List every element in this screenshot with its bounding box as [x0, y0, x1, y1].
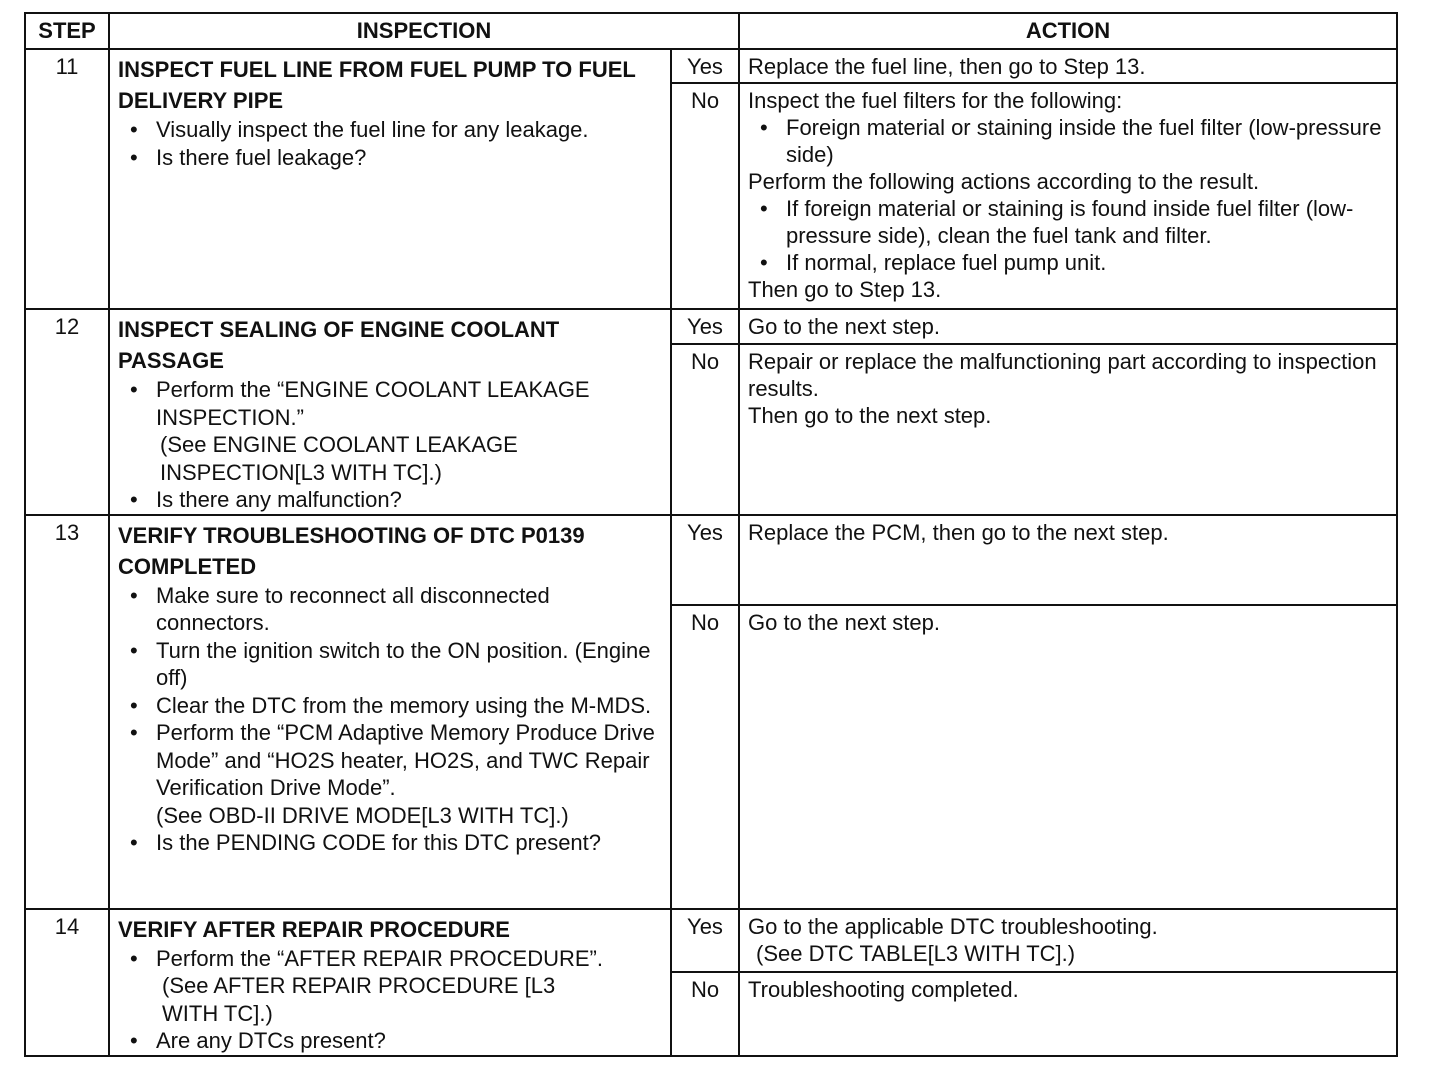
inspection-cell [109, 515, 671, 909]
yes-label: Yes [671, 49, 739, 83]
reference-text: (See AFTER REPAIR PROCEDURE [L3 WITH TC].) [162, 973, 556, 1026]
step-number: 12 [25, 309, 109, 515]
bullet-text: Is there any malfunction? [156, 487, 402, 512]
list-item [748, 249, 1388, 276]
yes-action: Go to the next step. [739, 309, 1397, 344]
inspection-bullets [118, 376, 662, 514]
action-text: Then go to the next step. [748, 402, 992, 428]
bullet-icon: • [130, 144, 138, 170]
bullet-icon: • [130, 582, 138, 608]
bullet-icon: • [760, 250, 768, 275]
yes-action [739, 909, 1397, 972]
reference-text: (See ENGINE COOLANT LEAKAGE INSPECTION[L3 WITH TC].) [160, 432, 518, 485]
bullet-text: Is there fuel leakage? [156, 144, 367, 170]
list-item [118, 116, 662, 144]
inspection-cell [109, 909, 671, 1056]
inspection-bullets [118, 116, 662, 171]
no-action: Troubleshooting completed. [739, 972, 1397, 1056]
reference-text: (See DTC TABLE[L3 WITH TC].) [756, 940, 1076, 966]
list-item [118, 829, 662, 857]
list-item [748, 114, 1388, 168]
header-step: STEP [25, 13, 109, 49]
header-row [25, 13, 1397, 49]
no-label: No [671, 344, 739, 515]
yes-action: Replace the PCM, then go to the next step. [739, 515, 1397, 605]
inspection-bullets [118, 582, 662, 857]
bullet-icon: • [130, 637, 138, 663]
action-bullets [748, 195, 1388, 276]
bullet-text: Foreign material or staining inside the fuel filter (low-pressure side) [786, 115, 1382, 167]
step-number: 11 [25, 49, 109, 309]
bullet-icon: • [130, 117, 138, 142]
action-bullets [748, 114, 1388, 168]
reference-text: (See OBD-II DRIVE MODE[L3 WITH TC].) [156, 802, 569, 828]
action-text: Then go to Step 13. [748, 277, 942, 302]
bullet-icon: • [760, 196, 768, 221]
header-action: ACTION [739, 13, 1397, 49]
bullet-text: Is the PENDING CODE for this DTC present? [156, 830, 602, 855]
inspection-cell [109, 309, 671, 515]
action-text: Inspect the fuel filters for the following: [748, 88, 1123, 113]
bullet-icon: • [130, 945, 138, 971]
bullet-icon: • [130, 830, 138, 855]
list-item [118, 637, 662, 692]
bullet-icon: • [130, 692, 138, 718]
inspection-bullets [118, 945, 662, 1055]
list-item [118, 692, 662, 720]
inspection-cell [109, 49, 671, 309]
list-item [118, 486, 662, 514]
step-number: 14 [25, 909, 109, 1056]
inspection-title: INSPECT FUEL LINE FROM FUEL PUMP TO FUEL DELIVERY PIPE [118, 57, 636, 113]
bullet-text: If foreign material or staining is found inside fuel filter (low-pressure side), clean the fuel tank and filter. [786, 196, 1354, 248]
no-action [739, 344, 1397, 515]
step-number: 13 [25, 515, 109, 909]
bullet-icon: • [130, 377, 138, 402]
inspection-title: VERIFY AFTER REPAIR PROCEDURE [118, 916, 510, 942]
list-item [118, 1027, 662, 1055]
table-row [25, 515, 1397, 605]
action-text: Perform the following actions according to the result. [748, 169, 1260, 194]
no-label: No [671, 83, 739, 309]
bullet-text: Visually inspect the fuel line for any leakage. [156, 117, 589, 142]
table-row [25, 49, 1397, 83]
bullet-text: Make sure to reconnect all disconnected connectors. [156, 582, 550, 635]
bullet-icon: • [130, 1028, 138, 1053]
list-item [118, 945, 662, 1028]
yes-label: Yes [671, 909, 739, 972]
list-item [118, 582, 662, 637]
list-item [118, 376, 662, 486]
list-item [118, 144, 662, 172]
troubleshooting-table [24, 12, 1398, 1057]
bullet-text: Perform the “PCM Adaptive Memory Produce Drive Mode” and “HO2S heater, HO2S, and TWC Repair Verification Drive Mode”. [156, 720, 655, 800]
yes-label: Yes [671, 309, 739, 344]
action-text: Repair or replace the malfunctioning part according to inspection results. [748, 348, 1377, 401]
list-item [748, 195, 1388, 249]
header-inspection: INSPECTION [109, 13, 739, 49]
action-text: Go to the applicable DTC troubleshooting. [748, 913, 1158, 939]
no-label: No [671, 972, 739, 1056]
table-row [25, 309, 1397, 344]
list-item [118, 719, 662, 829]
bullet-text: Perform the “AFTER REPAIR PROCEDURE”. [156, 945, 603, 971]
bullet-text: Turn the ignition switch to the ON position. (Engine off) [156, 637, 651, 690]
inspection-title: VERIFY TROUBLESHOOTING OF DTC P0139 COMPLETED [118, 522, 585, 579]
no-action [739, 83, 1397, 309]
bullet-icon: • [130, 720, 138, 745]
bullet-icon: • [760, 115, 768, 140]
no-label: No [671, 605, 739, 909]
bullet-text: Perform the “ENGINE COOLANT LEAKAGE INSPECTION.” [156, 377, 590, 430]
inspection-title: INSPECT SEALING OF ENGINE COOLANT PASSAGE [118, 317, 560, 373]
bullet-text: Clear the DTC from the memory using the M-MDS. [156, 692, 652, 718]
bullet-text: Are any DTCs present? [156, 1028, 386, 1053]
bullet-text: If normal, replace fuel pump unit. [786, 250, 1107, 275]
bullet-icon: • [130, 487, 138, 512]
no-action: Go to the next step. [739, 605, 1397, 909]
yes-label: Yes [671, 515, 739, 605]
table-row [25, 909, 1397, 972]
yes-action: Replace the fuel line, then go to Step 13. [739, 49, 1397, 83]
